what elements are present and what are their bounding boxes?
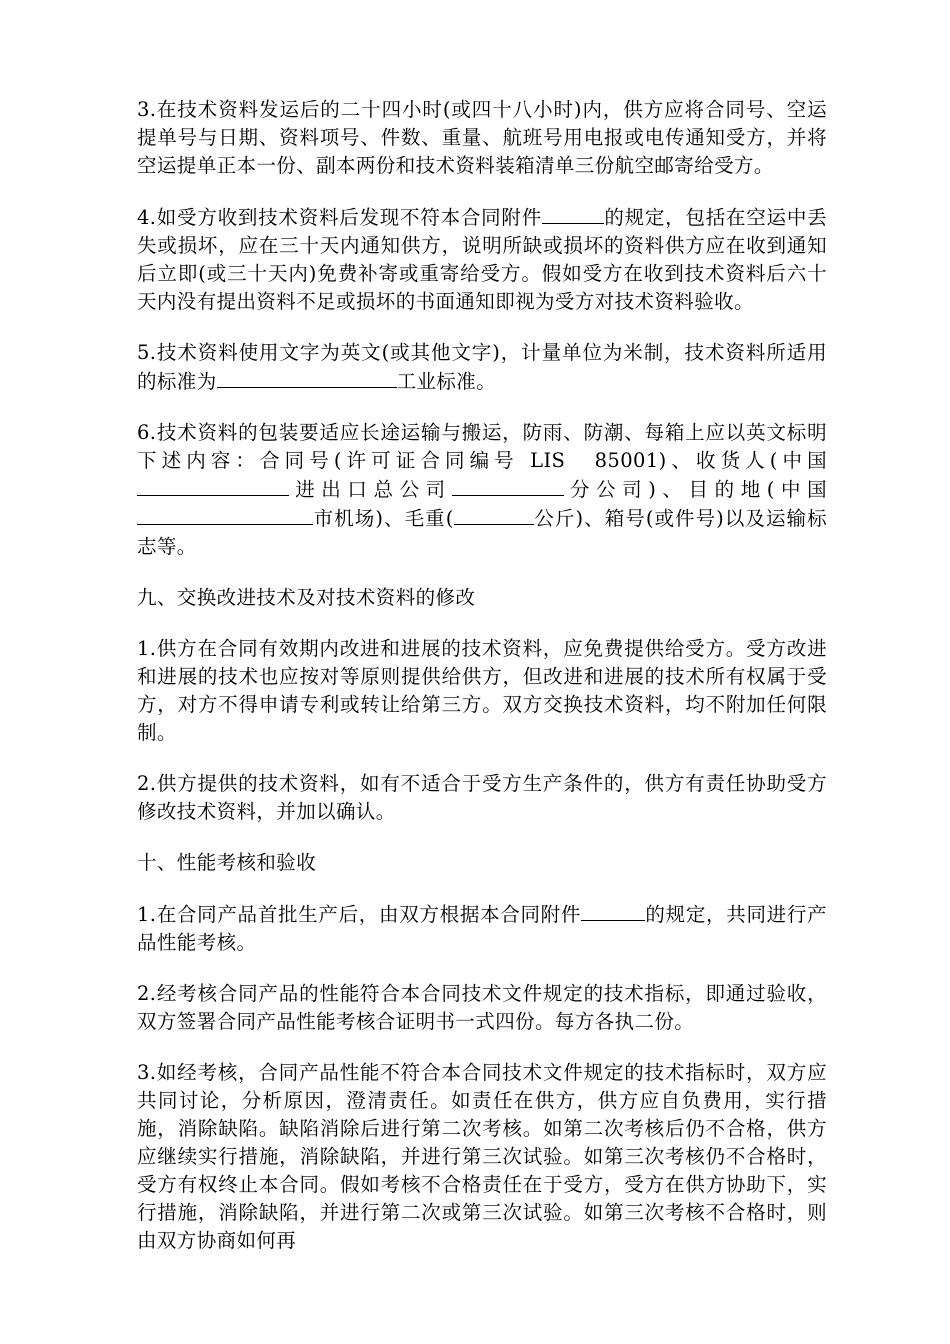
clause-9-1: 1.供方在合同有效期内改进和进展的技术资料，应免费提供给受方。受方改进和进展的技术也应按对等原则提供给供方，但改进和进展的技术所有权属于受方，对方不得申请专利或转让给第三方。双方交换技术资料，均不附加任何限制。 — [137, 637, 827, 744]
fill-in-blank — [452, 475, 564, 496]
clause-text: 的规定，共同进行产品性能考核。 — [137, 903, 827, 954]
clause-9-2: 2.供方提供的技术资料，如有不适合于受方生产条件的，供方有责任协助受方修改技术资料，并加以确认。 — [137, 772, 827, 823]
section-heading-10: 十、性能考核和验收 — [137, 851, 317, 874]
clause-8-4 — [137, 203, 827, 316]
document-body — [137, 96, 827, 1278]
clause-text: 4.如受方收到技术资料后发现不符本合同附件 — [137, 206, 542, 229]
clause-text: 的规定，包括在空运中丢失或损坏，应在三十天内通知供方，说明所缺或损坏的资料供方应在收到通知后立即(或三十天内)免费补寄或重寄给受方。假如受方在收到技术资料后六十天内没有提出资料不足或损坏的书面通知即视为受方对技术资料验收。 — [137, 206, 827, 313]
clause-text: 工业标准。 — [396, 370, 497, 393]
clause-10-1 — [137, 900, 827, 957]
clause-text: 公斤)、箱号(或件号)以及运输标志等。 — [137, 507, 827, 558]
fill-in-blank — [542, 203, 604, 224]
clause-text: 5.技术资料使用文字为英文(或其他文字)，计量单位为米制，技术资料所适用的标准为 — [137, 341, 827, 393]
clause-text: 市机场)、毛重( — [313, 507, 454, 530]
clause-10-3: 3.如经考核，合同产品性能不符合本合同技术文件规定的技术指标时，双方应共同讨论，分析原因，澄清责任。如责任在供方，供方应自负费用，实行措施，消除缺陷。缺陷消除后进行第二次考核。如第二次考核后仍不合格，供方应继续实行措施，消除缺陷，并进行第三次试验。如第三次考核仍不合格时，受方有权终止本合同。假如考核不合格责任在于受方，受方在供方协助下，实行措施，消除缺陷，并进行第二次或第三次试验。如第三次考核不合格时，则由双方协商如何再 — [137, 1061, 827, 1252]
clause-text: 分公司)、目的地(中国 — [563, 478, 827, 501]
clause-10-2: 2.经考核合同产品的性能符合本合同技术文件规定的技术指标，即通过验收，双方签署合同产品性能考核合证明书一式四份。每方各执二份。 — [137, 982, 827, 1033]
clause-text: 1.在合同产品首批生产后，由双方根据本合同附件 — [137, 903, 582, 926]
fill-in-blank — [137, 475, 289, 496]
clause-text: 进出口总公司 — [289, 478, 452, 501]
clause-8-3: 3.在技术资料发运后的二十四小时(或四十八小时)内，供方应将合同号、空运提单号与日期、资料项号、件数、重量、航班号用电报或电传通知受方，并将空运提单正本一份、副本两份和技术资料装箱清单三份航空邮寄给受方。 — [137, 98, 827, 177]
clause-text: 6.技术资料的包装要适应长途运输与搬运，防雨、防潮、每箱上应以英文标明下述内容：合同号(许可证合同编号 LIS 85001)、收货人(中国 — [137, 421, 827, 472]
fill-in-blank — [137, 504, 313, 525]
clause-8-6 — [137, 419, 827, 561]
clause-8-5 — [137, 339, 827, 396]
fill-in-blank — [217, 367, 397, 388]
fill-in-blank — [454, 504, 534, 525]
fill-in-blank — [581, 900, 645, 921]
section-heading-9: 九、交换改进技术及对技术资料的修改 — [137, 586, 476, 609]
